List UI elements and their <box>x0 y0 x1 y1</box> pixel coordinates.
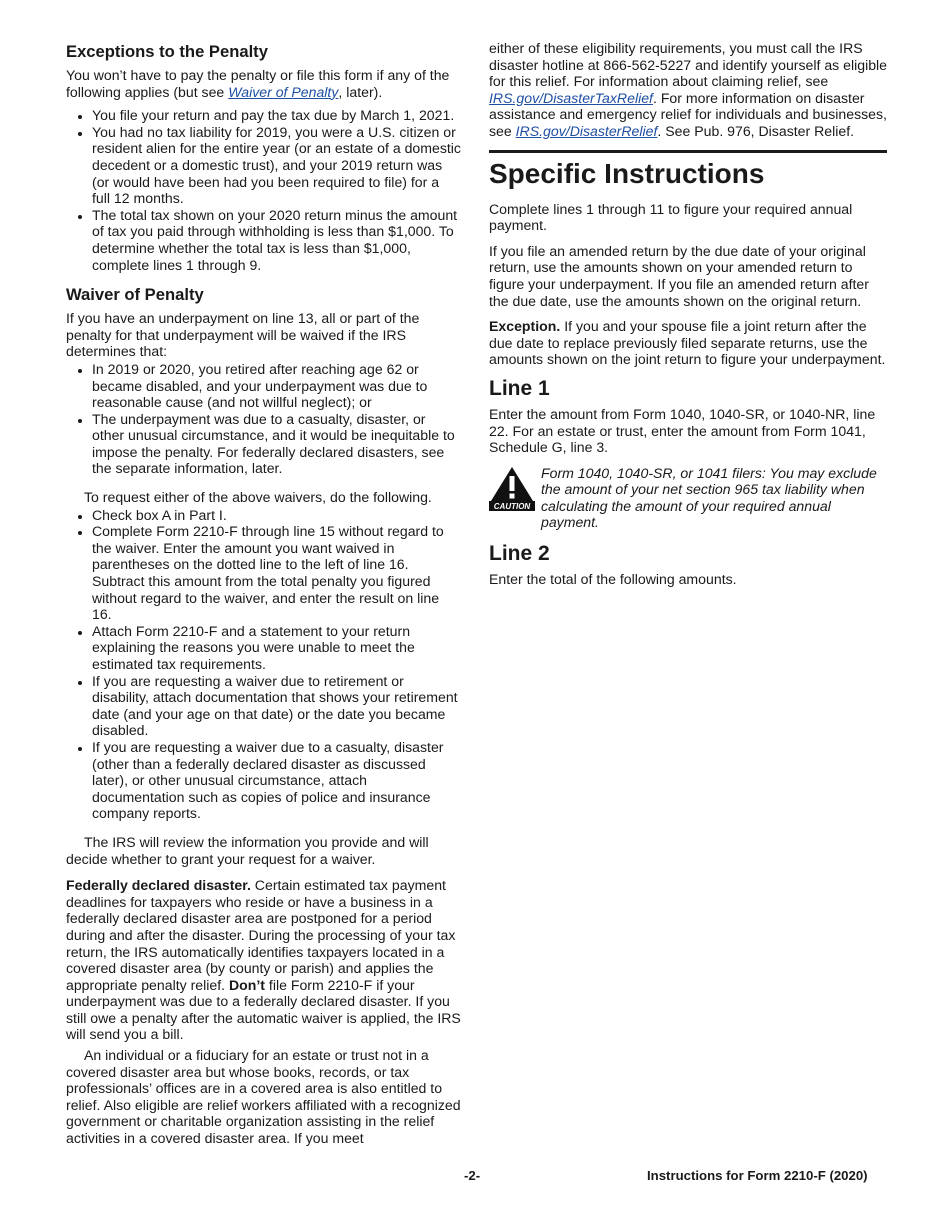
disaster-relief-link[interactable]: IRS.gov/DisasterRelief <box>515 122 658 139</box>
line-1-heading: Line 1 <box>489 376 550 400</box>
request-intro: To request either of the above waivers, do the following. <box>84 489 432 506</box>
individual-relief-paragraph: An individual or a fiduciary for an estate or trust not in a covered disaster area but whose books, records, or tax professionals’ offices are in a covered area is also entitled to relief. Also eligible are relief workers affiliated with a recognized government or charitable organization assisting in the relief activities in a covered disaster area. If you meet <box>66 1047 461 1147</box>
amended-return-paragraph: If you file an amended return by the due date of your original return, use the amounts shown on your amended return to figure your underpayment. If you file an amended return after the due date, use the amounts shown on the original return. <box>489 242 869 309</box>
list-item: • The total tax shown on your 2020 return minus the amount of tax you paid through withholding is less than $1,000. To determine whether the total tax is less than $1,000, complete lines 1 through 9. <box>92 207 461 273</box>
irs-review-paragraph: The IRS will review the information you provide and will decide whether to grant your request for a waiver. <box>66 833 429 867</box>
exceptions-intro: You won’t have to pay the penalty or file this form if any of the following applies (but see Waiver of Penalty, later). <box>66 67 450 100</box>
exceptions-list <box>66 107 461 273</box>
caution-label: CAUTION <box>493 501 531 511</box>
list-item: • You file your return and pay the tax due by March 1, 2021. <box>92 107 461 124</box>
line-2-text: Enter the total of the following amounts. <box>489 571 737 588</box>
section-divider <box>489 150 887 153</box>
waiver-list <box>66 361 461 477</box>
federally-declared-disaster-paragraph: Federally declared disaster. Certain estimated tax payment deadlines for taxpayers who reside or have a business in a federally declared disaster area are postponed for a period during and after the disaster. During the processing of your tax return, the IRS automatically identifies taxpayers located in a covered disaster area (by county or parish) and applies the appropriate penalty relief. Don’t file Form 2210-F if your underpayment was due to a federally declared disaster. If you still owe a penalty after the automatic waiver is applied, the IRS will send you a bill. <box>66 877 461 1043</box>
specific-intro-paragraph: Complete lines 1 through 11 to figure your required annual payment. <box>489 200 853 234</box>
waiver-intro: If you have an underpayment on line 13, all or part of the penalty for that underpayment will be waived if the IRS determines that: <box>66 310 420 360</box>
list-item: • Complete Form 2210-F through line 15 without regard to the waiver. Enter the amount you want waived in parentheses on the dotted line to the left of line 16. Subtract this amount from the total penalty you figured without regard to the waiver, and enter the result on line 16. <box>92 523 461 623</box>
exception-paragraph: Exception. If you and your spouse file a joint return after the due date to replace previously filed separate returns, use the amounts shown on the joint return to figure your underpayment. <box>489 318 886 368</box>
list-item: • Attach Form 2210-F and a statement to your return explaining the reasons you were unable to meet the estimated tax requirements. <box>92 623 461 673</box>
disaster-continued-paragraph: either of these eligibility requirements, you must call the IRS disaster hotline at 866-562-5227 and identify yourself as eligible for this relief. For information about claiming relief, see IRS.gov/DisasterTaxRelief. For more information on disaster assistance and emergency relief for individuals and businesses, see IRS.gov/DisasterRelief. See Pub. 976, Disaster Relief. <box>489 40 888 139</box>
page-number: -2- <box>464 1168 481 1183</box>
line-2-heading: Line 2 <box>489 542 550 566</box>
caution-text: Form 1040, 1040-SR, or 1041 filers: You may exclude the amount of your net section 965 tax liability when calculating the amount of your required annual payment. <box>541 464 877 531</box>
caution-note <box>489 465 887 531</box>
request-list <box>66 507 461 822</box>
caution-icon <box>489 465 535 531</box>
list-item: • If you are requesting a waiver due to retirement or disability, attach documentation that shows your retirement date (and your age on that date) or the date you became disabled. <box>92 673 461 739</box>
list-item: • In 2019 or 2020, you retired after reaching age 62 or became disabled, and your underpayment was due to reasonable cause (and not willful neglect); or <box>92 361 461 411</box>
list-item: • You had no tax liability for 2019, you were a U.S. citizen or resident alien for the entire year (or an estate of a domestic decedent or a domestic trust), and your 2019 return was (or would have been had you been required to file) for a full 12 months. <box>92 124 461 207</box>
exceptions-heading: Exceptions to the Penalty <box>66 42 268 61</box>
waiver-of-penalty-link[interactable]: Waiver of Penalty <box>228 83 339 100</box>
specific-instructions-heading: Specific Instructions <box>489 157 765 189</box>
right-column <box>489 40 887 595</box>
list-item: • The underpayment was due to a casualty, disaster, or other unusual circumstance, and it would be inequitable to impose the penalty. For federally declared disasters, see the separate information, later. <box>92 411 461 477</box>
list-item: • Check box A in Part I. <box>92 507 461 524</box>
line-1-text: Enter the amount from Form 1040, 1040-SR, or 1040-NR, line 22. For an estate or trust, enter the amount from Form 1041, Schedule G, line 3. <box>489 405 876 456</box>
warning-triangle-icon <box>489 465 535 511</box>
disaster-tax-relief-link[interactable]: IRS.gov/DisasterTaxRelief <box>489 89 653 106</box>
list-item: • If you are requesting a waiver due to a casualty, disaster (other than a federally declared disaster as discussed later), or other unusual circumstance, attach documentation such as copies of police and insurance company reports. <box>92 739 461 822</box>
waiver-heading: Waiver of Penalty <box>66 285 204 305</box>
form-title: Instructions for Form 2210-F (2020) <box>647 1168 868 1183</box>
left-column <box>66 40 461 1154</box>
